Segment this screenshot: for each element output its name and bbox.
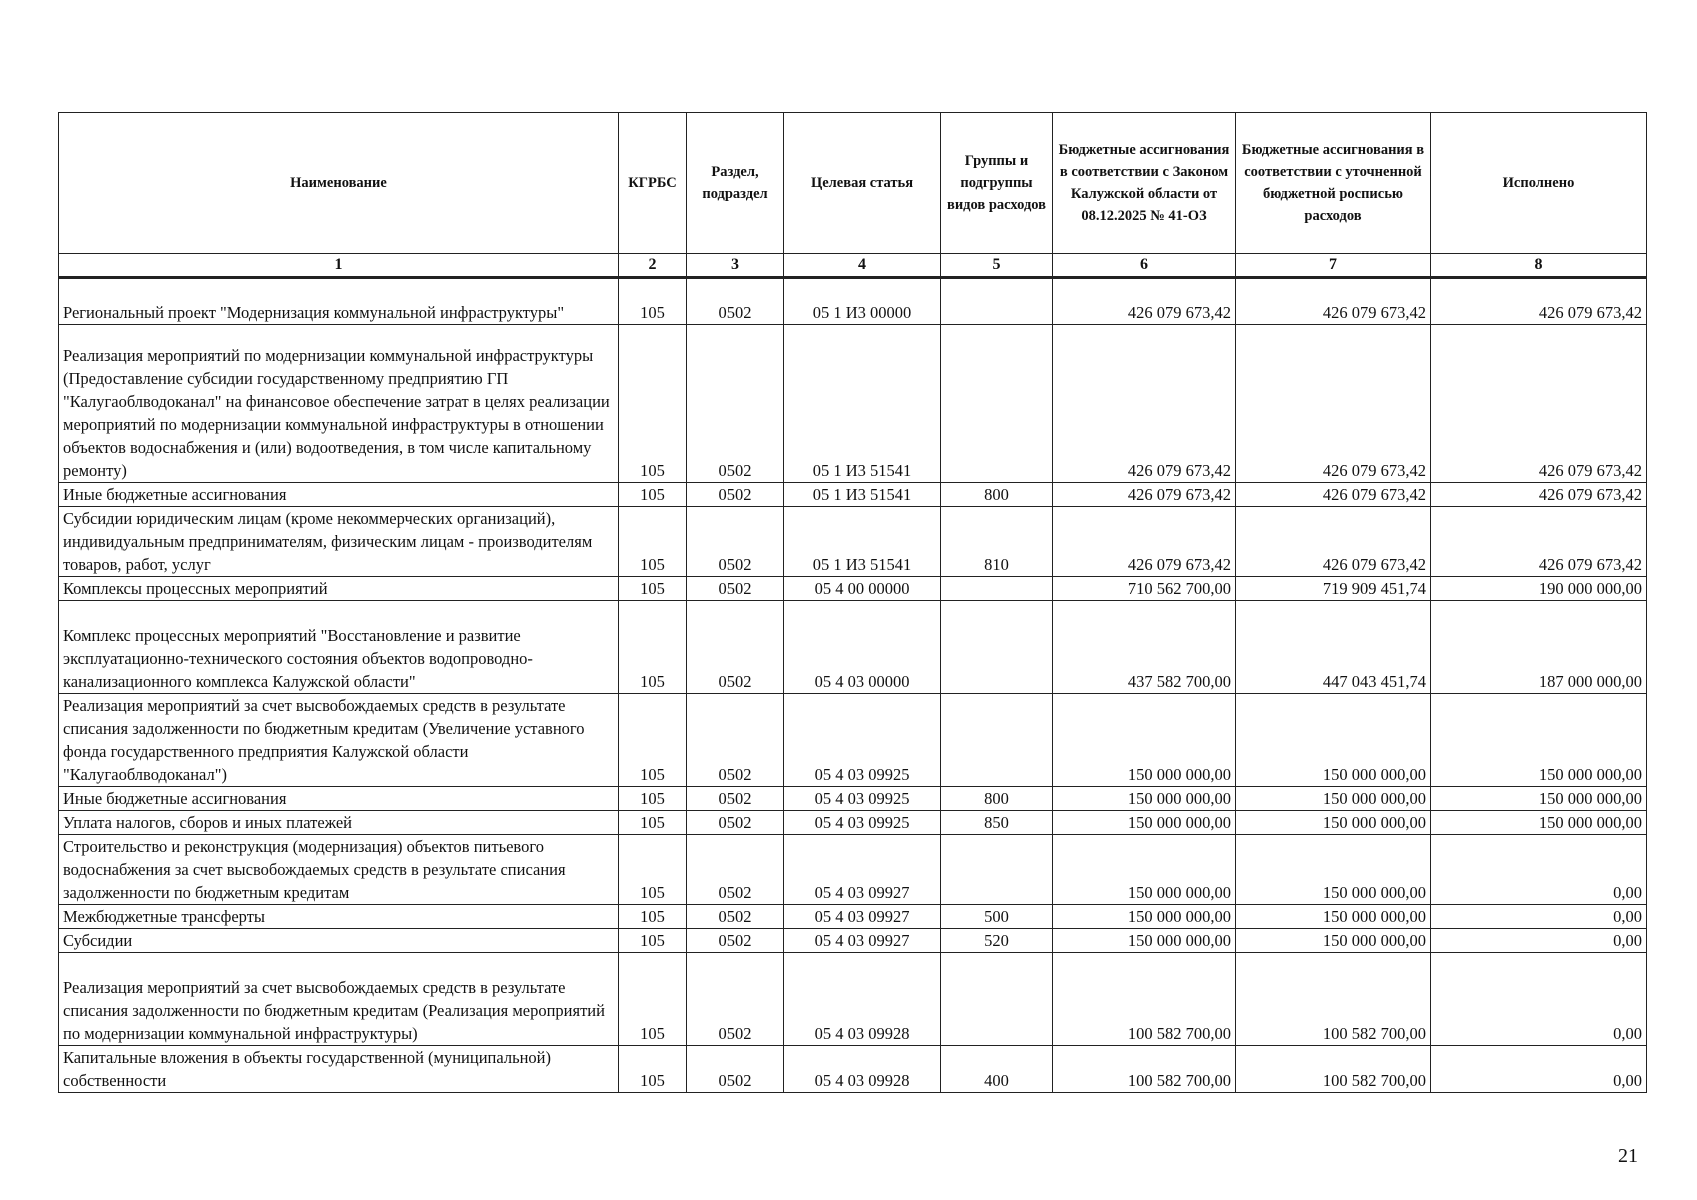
page-number: 21 (1618, 1145, 1638, 1167)
cell-name: Комплексы процессных мероприятий (59, 577, 619, 601)
cell-law-allocation: 150 000 000,00 (1053, 811, 1236, 835)
header-razdel: Раздел, подраздел (687, 113, 784, 254)
cell-law-allocation: 426 079 673,42 (1053, 507, 1236, 577)
cell-target-article: 05 4 03 09925 (784, 694, 941, 787)
cell-expense-group (941, 325, 1053, 483)
cell-expense-group (941, 835, 1053, 905)
table-row (59, 601, 1647, 694)
cell-law-allocation: 150 000 000,00 (1053, 905, 1236, 929)
cell-expense-group (941, 953, 1053, 1046)
cell-razdel: 0502 (687, 953, 784, 1046)
cell-kgrbs: 105 (619, 601, 687, 694)
cell-executed: 0,00 (1431, 1046, 1647, 1093)
cell-target-article: 05 4 03 09928 (784, 953, 941, 1046)
column-number: 3 (687, 254, 784, 278)
table-row (59, 835, 1647, 905)
header-expense-group: Группы и подгруппы видов расходов (941, 113, 1053, 254)
cell-target-article: 05 4 03 09928 (784, 1046, 941, 1093)
column-number: 4 (784, 254, 941, 278)
cell-razdel: 0502 (687, 811, 784, 835)
cell-law-allocation: 150 000 000,00 (1053, 835, 1236, 905)
cell-list-allocation: 100 582 700,00 (1236, 1046, 1431, 1093)
cell-executed: 150 000 000,00 (1431, 787, 1647, 811)
cell-name: Реализация мероприятий за счет высвобождаемых средств в результате списания задолженности по бюджетным кредитам (Реализация мероприятий по модернизации коммунальной инфраструктуры) (59, 953, 619, 1046)
cell-kgrbs: 105 (619, 835, 687, 905)
cell-razdel: 0502 (687, 507, 784, 577)
cell-kgrbs: 105 (619, 325, 687, 483)
column-number: 5 (941, 254, 1053, 278)
cell-razdel: 0502 (687, 1046, 784, 1093)
column-number: 7 (1236, 254, 1431, 278)
cell-name: Уплата налогов, сборов и иных платежей (59, 811, 619, 835)
cell-executed: 0,00 (1431, 835, 1647, 905)
cell-target-article: 05 4 03 09927 (784, 905, 941, 929)
header-target-article: Целевая статья (784, 113, 941, 254)
cell-kgrbs: 105 (619, 577, 687, 601)
cell-target-article: 05 1 И3 00000 (784, 278, 941, 325)
cell-executed: 150 000 000,00 (1431, 694, 1647, 787)
cell-law-allocation: 100 582 700,00 (1053, 1046, 1236, 1093)
cell-expense-group: 800 (941, 787, 1053, 811)
cell-executed: 426 079 673,42 (1431, 483, 1647, 507)
cell-target-article: 05 4 03 00000 (784, 601, 941, 694)
header-kgrbs: КГРБС (619, 113, 687, 254)
table-row (59, 1046, 1647, 1093)
cell-expense-group: 400 (941, 1046, 1053, 1093)
cell-executed: 0,00 (1431, 953, 1647, 1046)
table-row (59, 325, 1647, 483)
cell-list-allocation: 426 079 673,42 (1236, 507, 1431, 577)
cell-law-allocation: 426 079 673,42 (1053, 483, 1236, 507)
cell-name: Иные бюджетные ассигнования (59, 483, 619, 507)
cell-executed: 0,00 (1431, 905, 1647, 929)
table-row (59, 694, 1647, 787)
cell-expense-group: 810 (941, 507, 1053, 577)
header-name: Наименование (59, 113, 619, 254)
column-number: 6 (1053, 254, 1236, 278)
cell-kgrbs: 105 (619, 929, 687, 953)
cell-name: Субсидии (59, 929, 619, 953)
cell-kgrbs: 105 (619, 787, 687, 811)
cell-list-allocation: 150 000 000,00 (1236, 905, 1431, 929)
budget-sheet (58, 112, 1646, 1093)
cell-law-allocation: 150 000 000,00 (1053, 694, 1236, 787)
cell-name: Межбюджетные трансферты (59, 905, 619, 929)
cell-expense-group: 520 (941, 929, 1053, 953)
cell-razdel: 0502 (687, 929, 784, 953)
cell-name: Комплекс процессных мероприятий "Восстановление и развитие эксплуатационно-технического состояния объектов водопроводно-канализационного комплекса Калужской области" (59, 601, 619, 694)
cell-target-article: 05 1 И3 51541 (784, 325, 941, 483)
table-row (59, 811, 1647, 835)
cell-kgrbs: 105 (619, 278, 687, 325)
cell-razdel: 0502 (687, 325, 784, 483)
cell-executed: 150 000 000,00 (1431, 811, 1647, 835)
header-law-allocations: Бюджетные ассигнования в соответствии с Законом Калужской области от 08.12.2025 № 41-ОЗ (1053, 113, 1236, 254)
table-row (59, 953, 1647, 1046)
cell-law-allocation: 100 582 700,00 (1053, 953, 1236, 1046)
table-row (59, 905, 1647, 929)
cell-executed: 190 000 000,00 (1431, 577, 1647, 601)
cell-law-allocation: 710 562 700,00 (1053, 577, 1236, 601)
cell-target-article: 05 4 03 09925 (784, 787, 941, 811)
cell-expense-group (941, 278, 1053, 325)
header-executed: Исполнено (1431, 113, 1647, 254)
cell-list-allocation: 426 079 673,42 (1236, 483, 1431, 507)
header-list-allocations: Бюджетные ассигнования в соответствии с уточненной бюджетной росписью расходов (1236, 113, 1431, 254)
cell-razdel: 0502 (687, 787, 784, 811)
cell-razdel: 0502 (687, 483, 784, 507)
cell-law-allocation: 150 000 000,00 (1053, 929, 1236, 953)
table-row (59, 278, 1647, 325)
cell-kgrbs: 105 (619, 483, 687, 507)
cell-name: Реализация мероприятий по модернизации коммунальной инфраструктуры (Предоставление субсидии государственному предприятию ГП "Калугаоблводоканал" на финансовое обеспечение затрат в целях реализации мероприятий по модернизации коммунальной инфраструктуры в отношении объектов водоснабжения и (или) водоотведения, в том числе капитальному ремонту) (59, 325, 619, 483)
cell-kgrbs: 105 (619, 811, 687, 835)
cell-target-article: 05 4 03 09925 (784, 811, 941, 835)
cell-executed: 187 000 000,00 (1431, 601, 1647, 694)
cell-law-allocation: 150 000 000,00 (1053, 787, 1236, 811)
cell-list-allocation: 426 079 673,42 (1236, 325, 1431, 483)
cell-razdel: 0502 (687, 577, 784, 601)
cell-kgrbs: 105 (619, 953, 687, 1046)
cell-kgrbs: 105 (619, 694, 687, 787)
cell-law-allocation: 426 079 673,42 (1053, 325, 1236, 483)
table-row (59, 787, 1647, 811)
cell-name: Строительство и реконструкция (модернизация) объектов питьевого водоснабжения за счет высвобождаемых средств в результате списания задолженности по бюджетным кредитам (59, 835, 619, 905)
cell-razdel: 0502 (687, 694, 784, 787)
header-row (59, 113, 1647, 254)
cell-expense-group: 800 (941, 483, 1053, 507)
cell-list-allocation: 150 000 000,00 (1236, 787, 1431, 811)
cell-law-allocation: 437 582 700,00 (1053, 601, 1236, 694)
cell-expense-group: 850 (941, 811, 1053, 835)
cell-list-allocation: 447 043 451,74 (1236, 601, 1431, 694)
cell-target-article: 05 4 03 09927 (784, 835, 941, 905)
column-number-row (59, 254, 1647, 278)
cell-expense-group: 500 (941, 905, 1053, 929)
cell-list-allocation: 150 000 000,00 (1236, 694, 1431, 787)
table-body (59, 278, 1647, 1093)
table-row (59, 483, 1647, 507)
cell-kgrbs: 105 (619, 1046, 687, 1093)
cell-name: Капитальные вложения в объекты государственной (муниципальной) собственности (59, 1046, 619, 1093)
cell-list-allocation: 150 000 000,00 (1236, 929, 1431, 953)
column-number: 8 (1431, 254, 1647, 278)
cell-list-allocation: 150 000 000,00 (1236, 835, 1431, 905)
cell-name: Субсидии юридическим лицам (кроме некоммерческих организаций), индивидуальным предпринимателям, физическим лицам - производителям товаров, работ, услуг (59, 507, 619, 577)
table-row (59, 577, 1647, 601)
cell-kgrbs: 105 (619, 905, 687, 929)
cell-target-article: 05 4 03 09927 (784, 929, 941, 953)
cell-razdel: 0502 (687, 601, 784, 694)
budget-table (58, 112, 1647, 1093)
cell-name: Региональный проект "Модернизация коммунальной инфраструктуры" (59, 278, 619, 325)
cell-expense-group (941, 601, 1053, 694)
cell-target-article: 05 1 И3 51541 (784, 507, 941, 577)
table-row (59, 929, 1647, 953)
cell-expense-group (941, 577, 1053, 601)
cell-executed: 426 079 673,42 (1431, 325, 1647, 483)
cell-razdel: 0502 (687, 835, 784, 905)
column-number: 1 (59, 254, 619, 278)
cell-razdel: 0502 (687, 905, 784, 929)
cell-name: Реализация мероприятий за счет высвобождаемых средств в результате списания задолженности по бюджетным кредитам (Увеличение уставного фонда государственного предприятия Калужской области "Калугаоблводоканал") (59, 694, 619, 787)
cell-list-allocation: 100 582 700,00 (1236, 953, 1431, 1046)
table-row (59, 507, 1647, 577)
cell-target-article: 05 1 И3 51541 (784, 483, 941, 507)
cell-razdel: 0502 (687, 278, 784, 325)
cell-law-allocation: 426 079 673,42 (1053, 278, 1236, 325)
column-number: 2 (619, 254, 687, 278)
cell-executed: 426 079 673,42 (1431, 507, 1647, 577)
cell-list-allocation: 719 909 451,74 (1236, 577, 1431, 601)
cell-executed: 0,00 (1431, 929, 1647, 953)
cell-kgrbs: 105 (619, 507, 687, 577)
cell-list-allocation: 150 000 000,00 (1236, 811, 1431, 835)
cell-target-article: 05 4 00 00000 (784, 577, 941, 601)
cell-name: Иные бюджетные ассигнования (59, 787, 619, 811)
cell-executed: 426 079 673,42 (1431, 278, 1647, 325)
cell-list-allocation: 426 079 673,42 (1236, 278, 1431, 325)
cell-expense-group (941, 694, 1053, 787)
